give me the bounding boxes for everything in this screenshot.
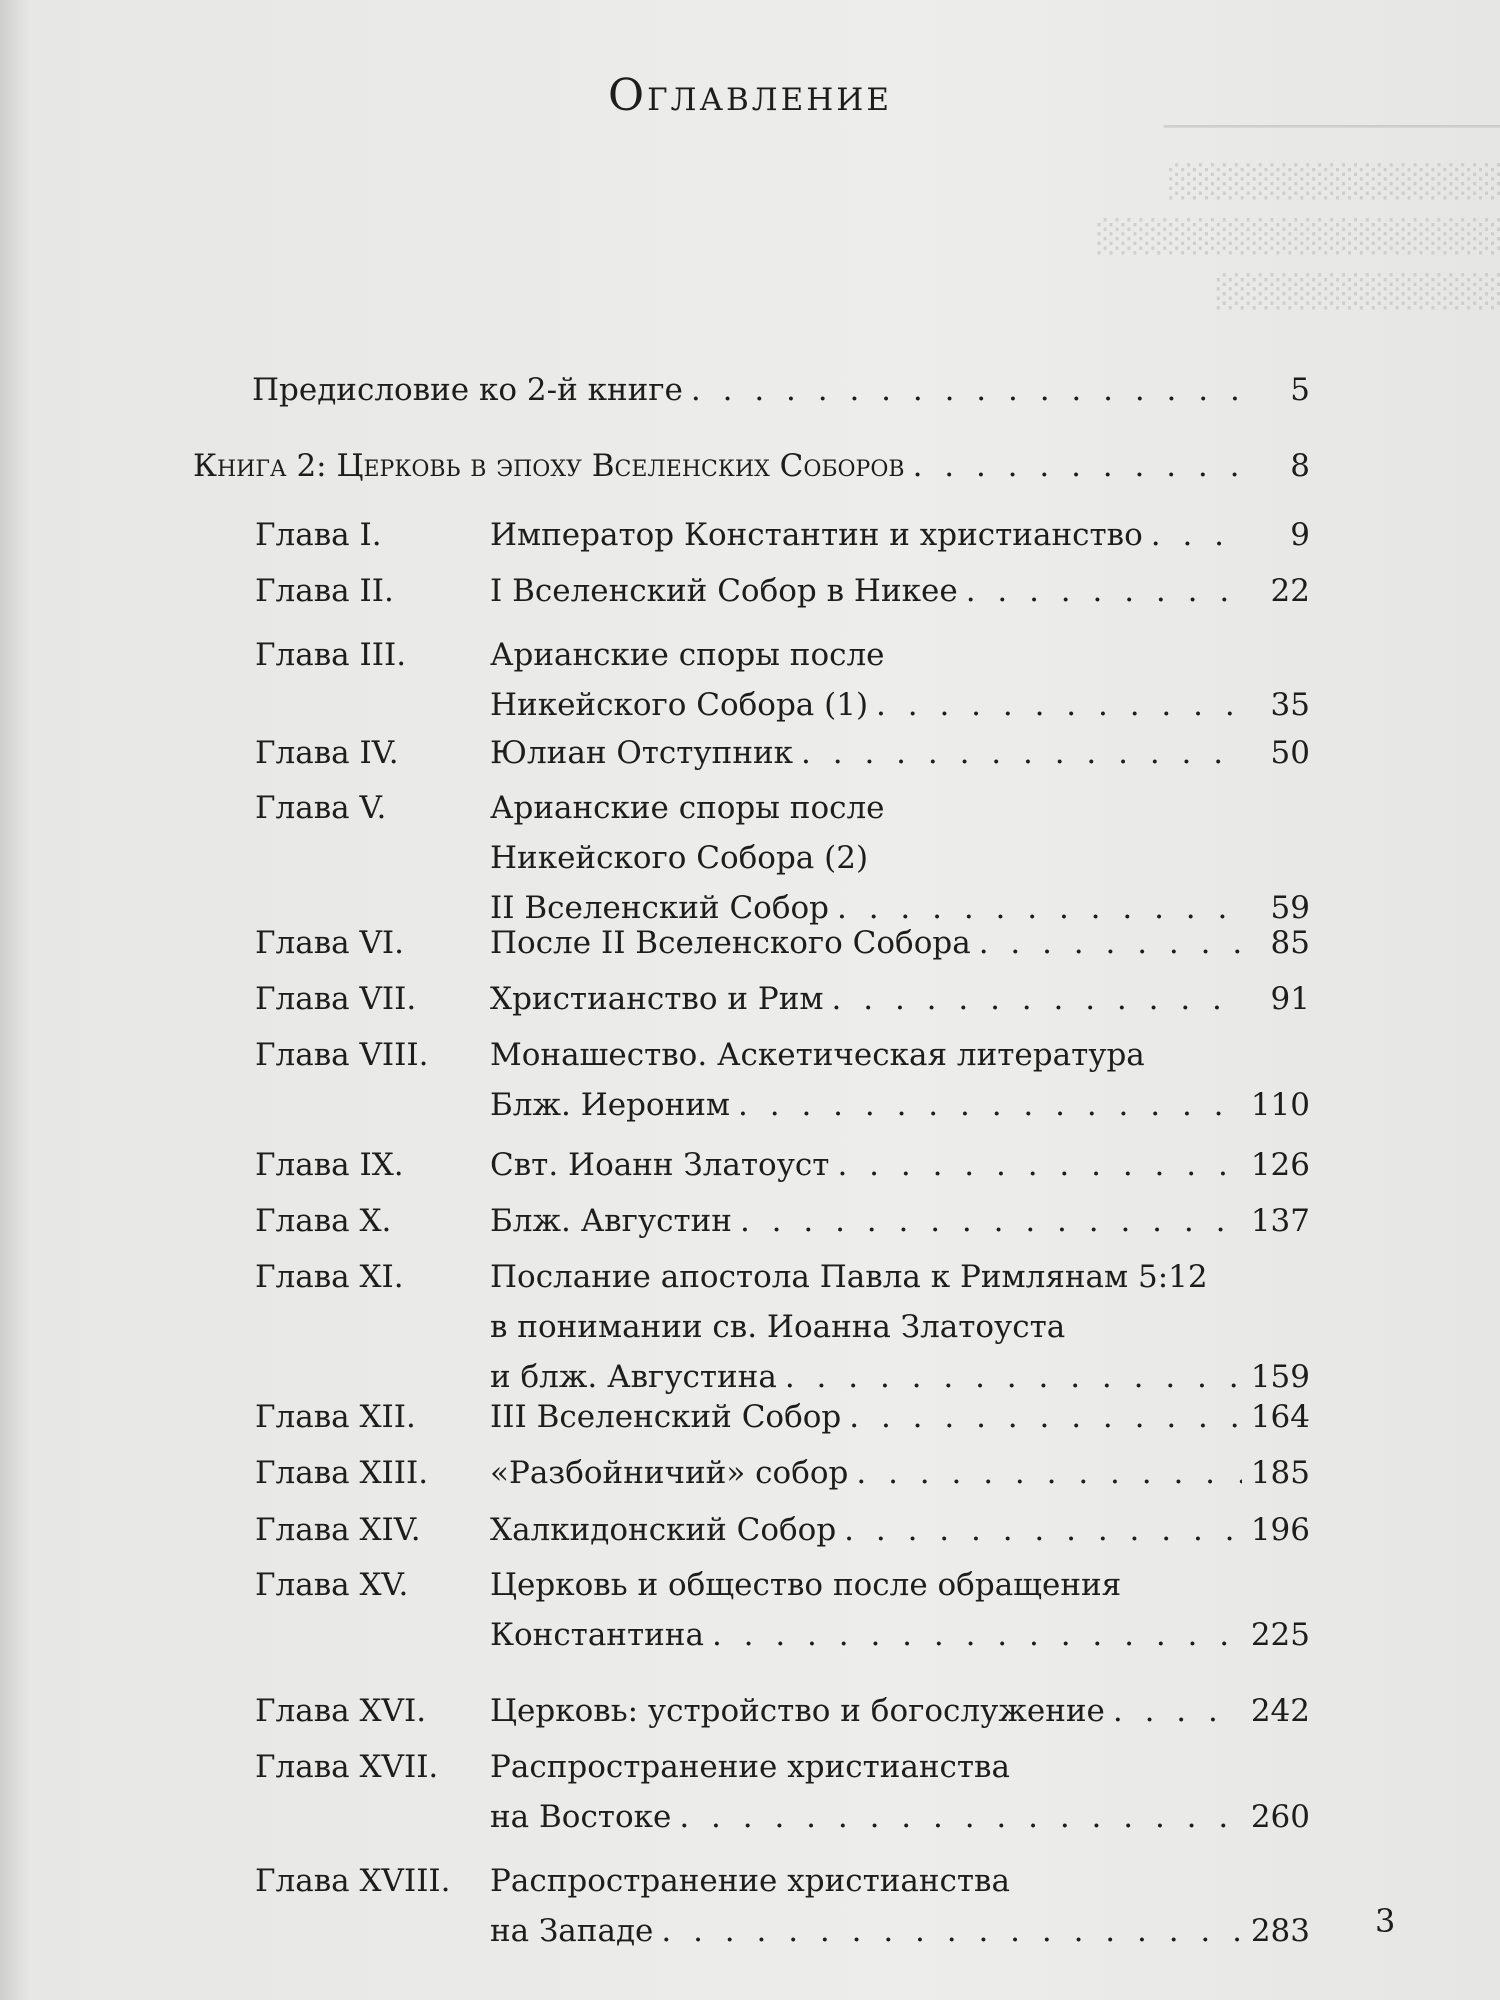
dot-leader — [913, 440, 1242, 492]
dot-leader — [876, 680, 1242, 730]
chapter-page: 35 — [1270, 687, 1310, 723]
chapter-label: Глава XI. — [255, 1259, 404, 1295]
chapter-title-line: Халкидонский Собор — [490, 1512, 837, 1548]
chapter-page: 260 — [1250, 1799, 1310, 1835]
chapter-title-line: Монашество. Аскетическая литература — [490, 1037, 1145, 1073]
chapter-title — [490, 1856, 1310, 1956]
chapter-title-line: III Вселенский Собор — [490, 1399, 842, 1435]
chapter-title — [490, 1742, 1310, 1842]
chapter-page: 22 — [1270, 573, 1310, 609]
chapter-page: 225 — [1250, 1617, 1310, 1653]
chapter-label: Глава XII. — [255, 1399, 416, 1435]
chapter-title — [490, 566, 1310, 616]
chapter-title — [490, 510, 1310, 560]
chapter-title — [490, 1448, 1310, 1498]
toc-entry-page: 5 — [1290, 372, 1310, 408]
dot-leader — [966, 566, 1242, 616]
chapter-title-line: «Разбойничий» собор — [490, 1455, 849, 1491]
dot-leader — [832, 974, 1242, 1024]
chapter-title — [490, 1140, 1310, 1190]
chapter-label: Глава II. — [255, 573, 394, 609]
chapter-title-line: Никейского Собора (2) — [490, 840, 869, 876]
chapter-label: Глава I. — [255, 517, 382, 553]
chapter-page: 110 — [1250, 1087, 1310, 1123]
chapter-label: Глава III. — [255, 637, 407, 673]
chapter-label: Глава XIV. — [255, 1512, 421, 1548]
dot-leader — [1113, 1686, 1242, 1736]
dot-leader — [738, 1080, 1242, 1130]
chapter-page: 50 — [1270, 735, 1310, 771]
chapter-title — [490, 974, 1310, 1024]
chapter-label: Глава XIII. — [255, 1455, 429, 1491]
dot-leader — [979, 918, 1242, 968]
chapter-title-line: Юлиан Отступник — [490, 735, 794, 771]
chapter-label: Глава VI. — [255, 925, 404, 961]
chapter-page: 159 — [1250, 1359, 1310, 1395]
chapter-title-line: Распространение христианства — [490, 1749, 1010, 1785]
chapter-title — [490, 1252, 1310, 1402]
chapter-page: 185 — [1250, 1455, 1310, 1491]
dot-leader — [837, 1140, 1242, 1190]
chapter-title — [490, 918, 1310, 968]
chapter-title — [490, 1392, 1310, 1442]
chapter-title — [490, 1505, 1310, 1555]
chapter-label: Глава IV. — [255, 735, 399, 771]
chapter-page: 85 — [1270, 925, 1310, 961]
chapter-title-line: Никейского Собора (1) — [490, 687, 869, 723]
chapter-title-line: Распространение христианства — [490, 1863, 1010, 1899]
chapter-title-line: в понимании св. Иоанна Златоуста — [490, 1309, 1066, 1345]
chapter-title-line: Церковь: устройство и богослужение — [490, 1693, 1105, 1729]
chapter-title-line: После II Вселенского Собора — [490, 925, 971, 961]
chapter-label: Глава X. — [255, 1203, 392, 1239]
chapter-title-line: Блж. Иероним — [490, 1087, 731, 1123]
dot-leader — [856, 1448, 1242, 1498]
chapter-title-line: Арианские споры после — [490, 637, 885, 673]
chapter-page: 196 — [1250, 1512, 1310, 1548]
chapter-title-line: Арианские споры после — [490, 790, 885, 826]
chapter-title-line: I Вселенский Собор в Никее — [490, 573, 958, 609]
chapter-page: 242 — [1250, 1693, 1310, 1729]
chapter-label: Глава XVIII. — [255, 1863, 451, 1899]
chapter-label: Глава VIII. — [255, 1037, 429, 1073]
chapter-page: 91 — [1270, 981, 1310, 1017]
chapter-title — [490, 630, 1310, 730]
chapter-title-line: II Вселенский Собор — [490, 890, 830, 926]
chapter-title — [490, 1196, 1310, 1246]
dot-leader — [844, 1505, 1242, 1555]
chapter-title — [490, 783, 1310, 933]
chapter-title — [490, 1686, 1310, 1736]
chapter-title-line: на Востоке — [490, 1799, 672, 1835]
chapter-title-line: Послание апостола Павла к Римлянам 5:12 — [490, 1259, 1208, 1295]
chapter-title-line: Император Константин и христианство — [490, 517, 1143, 553]
dot-leader — [712, 1610, 1242, 1660]
page-title: Оглавление — [608, 70, 892, 121]
chapter-title — [490, 728, 1310, 778]
chapter-page: 283 — [1250, 1913, 1310, 1949]
dot-leader — [691, 364, 1242, 416]
chapter-page: 164 — [1250, 1399, 1310, 1435]
dot-leader — [679, 1792, 1242, 1842]
dot-leader — [801, 728, 1242, 778]
page-number: 3 — [1375, 1902, 1396, 1940]
chapter-page: 137 — [1250, 1203, 1310, 1239]
chapter-label: Глава XV. — [255, 1567, 409, 1603]
toc-entry-text: Книга 2: Церковь в эпоху Вселенских Соборов — [193, 448, 905, 484]
toc-entry-book[interactable] — [193, 440, 1310, 492]
chapter-label: Глава VII. — [255, 981, 417, 1017]
chapter-page: 9 — [1290, 517, 1310, 553]
chapter-label: Глава XVII. — [255, 1749, 439, 1785]
toc-entry-page: 8 — [1290, 448, 1310, 484]
chapter-label: Глава V. — [255, 790, 387, 826]
toc-entry-preface[interactable] — [252, 364, 1310, 416]
chapter-title-line: и блж. Августина — [490, 1359, 777, 1395]
chapter-title — [490, 1030, 1310, 1130]
chapter-page: 59 — [1270, 890, 1310, 926]
chapter-label: Глава XVI. — [255, 1693, 427, 1729]
dot-leader — [849, 1392, 1242, 1442]
chapter-title-line: Блж. Августин — [490, 1203, 732, 1239]
chapter-title-line: Константина — [490, 1617, 704, 1653]
chapter-title-line: Христианство и Рим — [490, 981, 824, 1017]
dot-leader — [1151, 510, 1242, 560]
chapter-title-line: Свт. Иоанн Златоуст — [490, 1147, 830, 1183]
chapter-title-line: Церковь и общество после обращения — [490, 1567, 1122, 1603]
toc-entry-text: Предисловие ко 2-й книге — [252, 372, 683, 408]
chapter-label: Глава IX. — [255, 1147, 404, 1183]
dot-leader — [740, 1196, 1242, 1246]
chapter-title-line: на Западе — [490, 1913, 654, 1949]
dot-leader — [661, 1906, 1242, 1956]
bleed-through-text: ────────────────── ░░░░░░░░░░░░░░ ░░░░░░░░░░░░░░░░░ ░░░░░░░░░░░░ — [1094, 109, 1500, 310]
chapter-title — [490, 1560, 1310, 1660]
chapter-page: 126 — [1250, 1147, 1310, 1183]
